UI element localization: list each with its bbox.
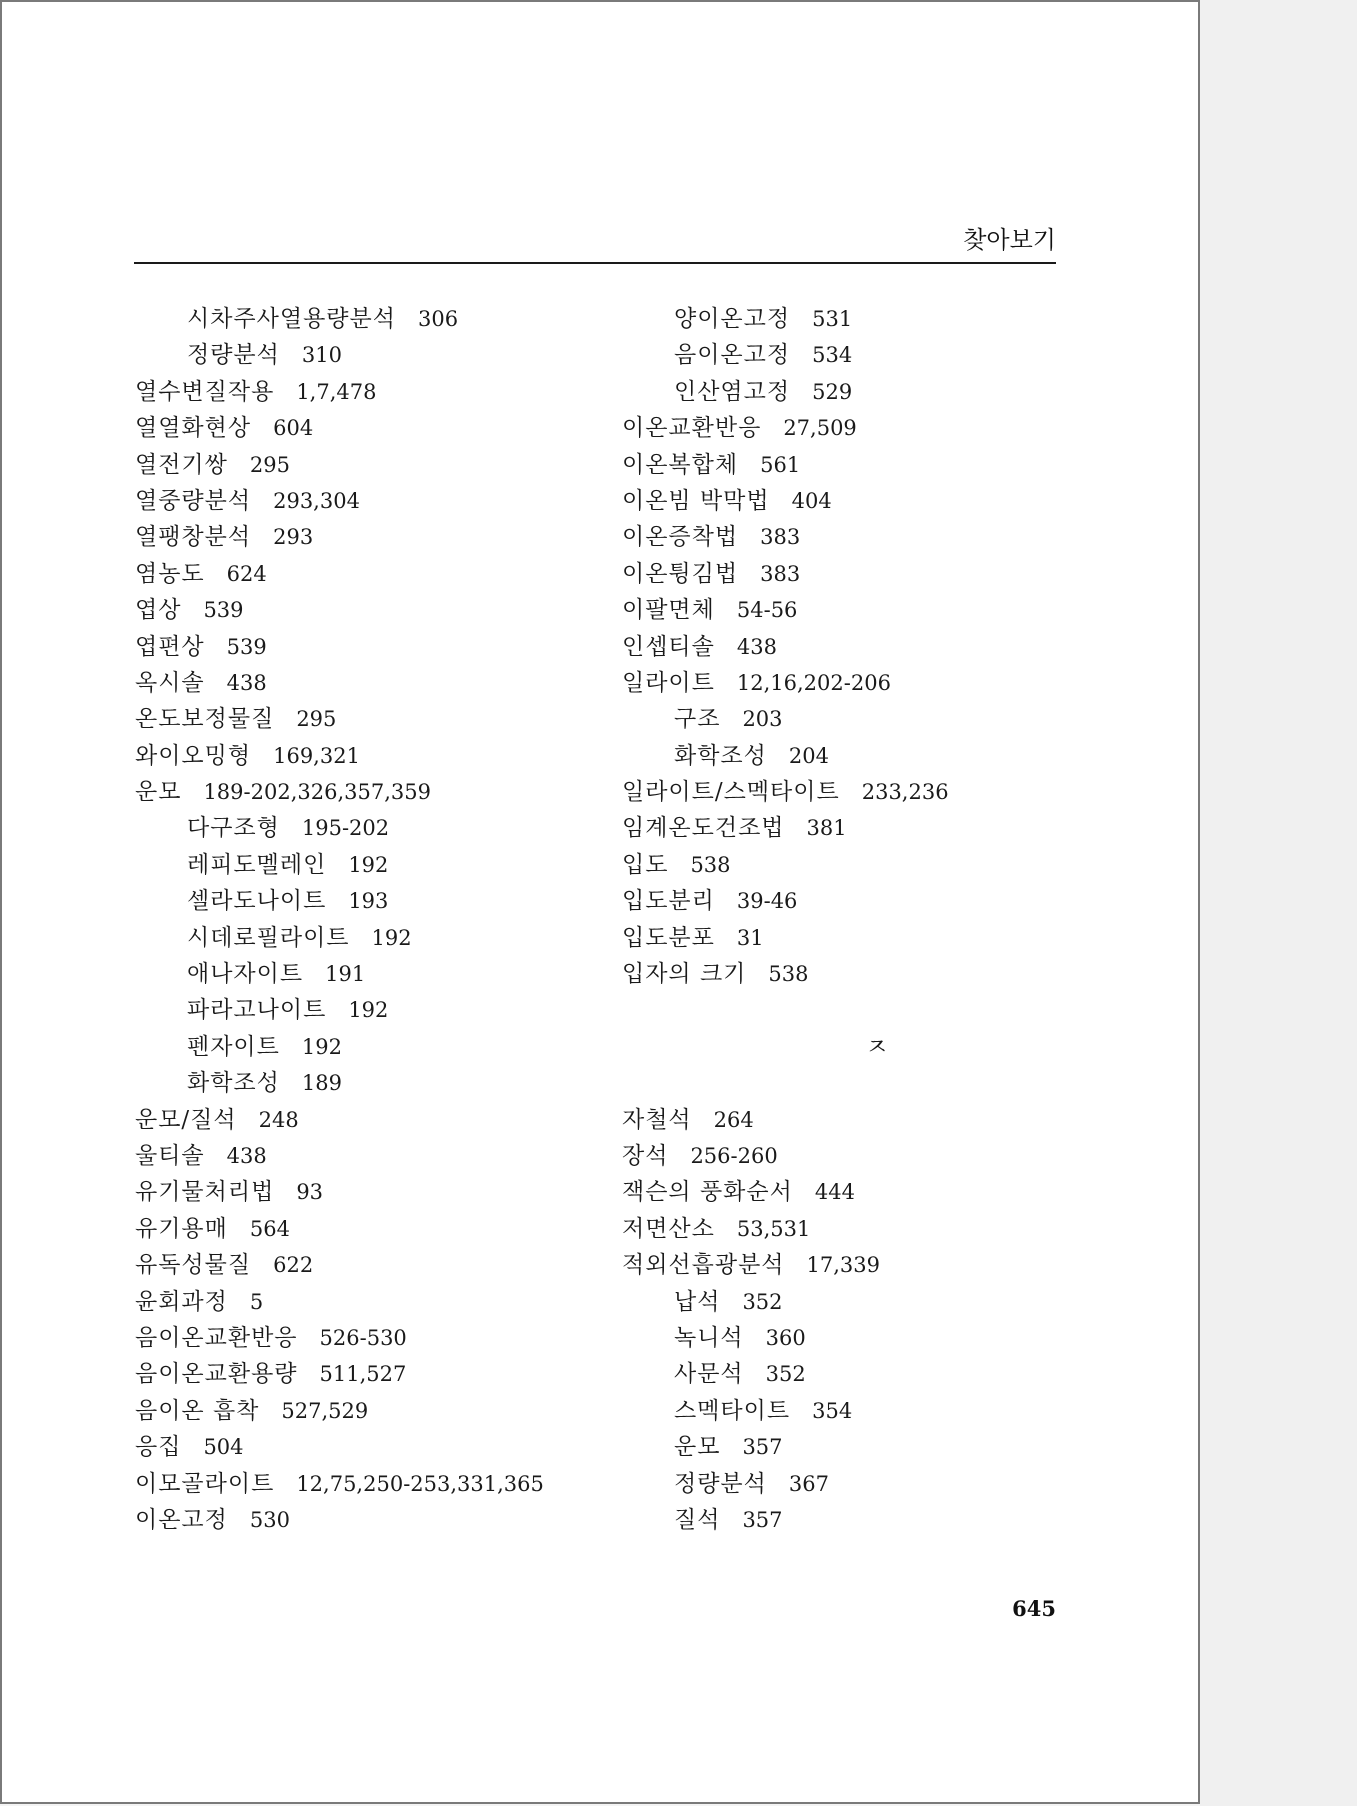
index-entry bbox=[622, 1138, 1072, 1174]
index-page-refs: 534 bbox=[812, 343, 853, 368]
index-page-refs: 438 bbox=[226, 1143, 267, 1168]
index-term: 엽편상 bbox=[135, 633, 205, 660]
index-page-refs: 5 bbox=[249, 1289, 264, 1314]
index-term: 입도 bbox=[622, 851, 669, 878]
index-entry bbox=[135, 665, 605, 701]
index-entry bbox=[622, 592, 1072, 628]
header-rule bbox=[134, 262, 1056, 264]
index-term: 임계온도건조법 bbox=[622, 815, 785, 842]
index-page-refs: 295 bbox=[296, 707, 337, 732]
index-page-refs: 564 bbox=[249, 1216, 290, 1241]
index-term: 자철석 bbox=[622, 1106, 692, 1133]
index-term: 열수변질작용 bbox=[135, 378, 275, 405]
index-term: 온도보정물질 bbox=[135, 706, 275, 733]
index-page-refs: 93 bbox=[296, 1180, 324, 1205]
index-term: 저면산소 bbox=[622, 1215, 715, 1242]
index-page-refs: 12,16,202-206 bbox=[736, 670, 891, 695]
index-page-refs: 204 bbox=[788, 743, 829, 768]
index-term: 음이온 흡착 bbox=[135, 1397, 260, 1424]
index-term: 염농도 bbox=[135, 560, 205, 587]
index-page-refs: 192 bbox=[371, 925, 412, 950]
index-entry bbox=[135, 1247, 605, 1283]
index-entry bbox=[622, 1247, 1072, 1283]
index-term: 유기물처리법 bbox=[135, 1179, 275, 1206]
index-subentry bbox=[135, 992, 605, 1028]
running-head: 찾아보기 bbox=[963, 226, 1056, 254]
index-page-refs: 189-202,326,357,359 bbox=[203, 780, 431, 805]
index-term: 이온빔 박막법 bbox=[622, 487, 770, 514]
index-column-left bbox=[135, 301, 605, 1538]
index-page-refs: 444 bbox=[814, 1180, 855, 1205]
index-term: 스멕타이트 bbox=[674, 1397, 791, 1424]
index-page-refs: 17,339 bbox=[806, 1253, 881, 1278]
index-page-refs: 352 bbox=[765, 1362, 806, 1387]
index-term: 파라고나이트 bbox=[187, 997, 327, 1024]
index-page-refs: 530 bbox=[249, 1507, 290, 1532]
index-entry bbox=[135, 1211, 605, 1247]
index-entry bbox=[135, 738, 605, 774]
index-entry bbox=[135, 1429, 605, 1465]
index-term: 운모/질석 bbox=[135, 1106, 237, 1133]
index-page-refs: 367 bbox=[788, 1471, 829, 1496]
index-page-refs: 293 bbox=[273, 525, 314, 550]
index-entry bbox=[622, 847, 1072, 883]
index-entry bbox=[135, 1284, 605, 1320]
index-entry bbox=[135, 410, 605, 446]
index-term: 옥시솔 bbox=[135, 669, 205, 696]
index-term: 정량분석 bbox=[674, 1470, 767, 1497]
index-term: 이온교환반응 bbox=[622, 415, 762, 442]
index-page-refs: 381 bbox=[806, 816, 847, 841]
index-entry bbox=[622, 483, 1072, 519]
index-page-refs: 539 bbox=[203, 598, 244, 623]
index-term: 화학조성 bbox=[674, 742, 767, 769]
index-term: 인산염고정 bbox=[674, 378, 791, 405]
index-page-refs: 438 bbox=[226, 670, 267, 695]
index-term: 양이온고정 bbox=[674, 306, 791, 332]
index-entry bbox=[135, 1138, 605, 1174]
index-page-refs: 561 bbox=[760, 452, 801, 477]
blank-line bbox=[622, 992, 1072, 1028]
index-term: 울티솔 bbox=[135, 1142, 205, 1169]
index-entry bbox=[622, 1211, 1072, 1247]
index-entry bbox=[135, 629, 605, 665]
index-entry bbox=[622, 410, 1072, 446]
index-term: 입도분포 bbox=[622, 924, 715, 951]
index-term: 인셉티솔 bbox=[622, 633, 715, 660]
index-page-refs: 538 bbox=[768, 962, 809, 987]
index-term: 납석 bbox=[674, 1288, 721, 1315]
index-page-refs: 538 bbox=[690, 852, 731, 877]
index-page-refs: 12,75,250-253,331,365 bbox=[296, 1471, 544, 1496]
index-term: 이온고정 bbox=[135, 1506, 228, 1533]
index-entry bbox=[622, 519, 1072, 555]
index-subentry bbox=[622, 1393, 1072, 1429]
index-entry bbox=[135, 374, 605, 410]
index-subentry bbox=[622, 1466, 1072, 1502]
index-term: 열전기쌍 bbox=[135, 451, 228, 478]
index-term: 엽상 bbox=[135, 597, 182, 624]
index-page-refs: 622 bbox=[273, 1253, 314, 1278]
index-term: 이온증착법 bbox=[622, 524, 739, 551]
index-entry bbox=[622, 629, 1072, 665]
index-page-refs: 438 bbox=[736, 634, 777, 659]
index-term: 음이온교환용량 bbox=[135, 1361, 298, 1388]
index-subentry bbox=[622, 1429, 1072, 1465]
index-term: 유독성물질 bbox=[135, 1252, 252, 1279]
index-page-refs: 526-530 bbox=[319, 1325, 407, 1350]
index-page-refs: 352 bbox=[742, 1289, 783, 1314]
index-entry bbox=[622, 1102, 1072, 1138]
index-term: 이온튕김법 bbox=[622, 560, 739, 587]
index-term: 운모 bbox=[135, 779, 182, 806]
index-subentry bbox=[622, 301, 1072, 337]
index-subentry bbox=[135, 920, 605, 956]
index-entry bbox=[135, 556, 605, 592]
index-entry bbox=[135, 483, 605, 519]
index-page-refs: 256-260 bbox=[690, 1143, 778, 1168]
index-term: 펜자이트 bbox=[187, 1033, 280, 1060]
index-subentry bbox=[622, 337, 1072, 373]
blank-line bbox=[622, 1065, 1072, 1101]
index-term: 일라이트 bbox=[622, 669, 715, 696]
index-term: 응집 bbox=[135, 1434, 182, 1461]
index-page-refs: 54-56 bbox=[736, 598, 798, 623]
index-entry bbox=[622, 665, 1072, 701]
index-page-refs: 31 bbox=[736, 925, 764, 950]
index-page-refs: 357 bbox=[742, 1507, 783, 1532]
index-entry bbox=[622, 1174, 1072, 1210]
index-subentry bbox=[135, 337, 605, 373]
index-subentry bbox=[135, 956, 605, 992]
index-term: 녹니석 bbox=[674, 1324, 744, 1351]
viewer-background bbox=[1200, 0, 1357, 1806]
index-entry bbox=[622, 556, 1072, 592]
index-term: 음이온교환반응 bbox=[135, 1324, 298, 1351]
index-entry bbox=[622, 810, 1072, 846]
index-term: 일라이트/스멕타이트 bbox=[622, 779, 840, 806]
index-subentry bbox=[622, 1320, 1072, 1356]
index-page-refs: 39-46 bbox=[736, 889, 798, 914]
index-entry bbox=[622, 447, 1072, 483]
index-entry bbox=[135, 774, 605, 810]
index-subentry bbox=[135, 1029, 605, 1065]
index-subentry bbox=[135, 1065, 605, 1101]
index-column-right bbox=[622, 301, 1072, 1538]
index-page-refs: 306 bbox=[417, 307, 459, 331]
index-entry bbox=[135, 1356, 605, 1392]
index-page-refs: 1,7,478 bbox=[296, 379, 377, 404]
index-term: 질석 bbox=[674, 1506, 721, 1533]
index-subentry bbox=[135, 810, 605, 846]
index-entry bbox=[135, 1102, 605, 1138]
index-subentry bbox=[622, 701, 1072, 737]
index-term: 입도분리 bbox=[622, 888, 715, 915]
index-term: 시데로필라이트 bbox=[187, 924, 350, 951]
index-section-heading: ㅈ bbox=[865, 1032, 889, 1061]
index-page-refs: 195-202 bbox=[301, 816, 390, 841]
index-term: 정량분석 bbox=[187, 342, 280, 369]
index-page-refs: 203 bbox=[742, 707, 783, 732]
index-term: 이팔면체 bbox=[622, 597, 715, 624]
index-page-refs: 248 bbox=[258, 1107, 299, 1132]
index-page-refs: 27,509 bbox=[783, 416, 857, 441]
index-page-refs: 383 bbox=[760, 561, 801, 586]
index-page-refs: 233,236 bbox=[861, 780, 949, 805]
index-term: 적외선흡광분석 bbox=[622, 1252, 785, 1279]
index-term: 윤회과정 bbox=[135, 1288, 228, 1315]
index-page-refs: 529 bbox=[812, 379, 853, 404]
index-term: 셀라도나이트 bbox=[187, 888, 327, 915]
index-entry bbox=[135, 519, 605, 555]
index-term: 레피도멜레인 bbox=[187, 851, 327, 878]
index-page-refs: 404 bbox=[791, 488, 832, 513]
index-page-refs: 264 bbox=[713, 1107, 754, 1132]
index-term: 애나자이트 bbox=[187, 961, 304, 988]
index-entry bbox=[135, 701, 605, 737]
index-entry bbox=[622, 956, 1072, 992]
index-term: 열팽창분석 bbox=[135, 524, 252, 551]
page-number: 645 bbox=[1012, 1596, 1056, 1621]
index-entry bbox=[622, 883, 1072, 919]
index-entry bbox=[622, 774, 1072, 810]
index-subentry bbox=[622, 738, 1072, 774]
index-subentry bbox=[622, 1356, 1072, 1392]
index-entry bbox=[135, 1320, 605, 1356]
index-subentry bbox=[622, 1284, 1072, 1320]
index-page-refs: 293,304 bbox=[273, 488, 360, 513]
index-page-refs: 504 bbox=[203, 1435, 244, 1460]
index-term: 운모 bbox=[674, 1434, 721, 1461]
index-term: 이모골라이트 bbox=[135, 1470, 275, 1497]
index-page-refs: 189 bbox=[301, 1071, 342, 1096]
index-page-refs: 539 bbox=[226, 634, 267, 659]
index-entry bbox=[135, 592, 605, 628]
index-term: 와이오밍형 bbox=[135, 742, 252, 769]
index-page-refs: 295 bbox=[249, 452, 290, 477]
index-page-refs: 191 bbox=[325, 962, 366, 987]
index-term: 열중량분석 bbox=[135, 487, 252, 514]
index-page-refs: 169,321 bbox=[273, 743, 360, 768]
index-subentry bbox=[135, 847, 605, 883]
index-page-refs: 383 bbox=[760, 525, 801, 550]
index-term: 잭슨의 풍화순서 bbox=[622, 1179, 793, 1206]
index-page-refs: 357 bbox=[742, 1435, 783, 1460]
index-subentry bbox=[135, 883, 605, 919]
index-page-refs: 604 bbox=[273, 416, 314, 441]
index-subentry bbox=[622, 374, 1072, 410]
index-term: 시차주사열용량분석 bbox=[187, 306, 396, 332]
index-entry bbox=[135, 447, 605, 483]
index-term: 입자의 크기 bbox=[622, 961, 747, 988]
index-entry bbox=[622, 920, 1072, 956]
index-entry bbox=[135, 1502, 605, 1538]
index-term: 다구조형 bbox=[187, 815, 280, 842]
index-page-refs: 192 bbox=[301, 1034, 342, 1059]
index-page-refs: 531 bbox=[812, 307, 853, 331]
index-page-refs: 527,529 bbox=[281, 1398, 369, 1423]
index-subentry bbox=[622, 1502, 1072, 1538]
index-page-refs: 354 bbox=[812, 1398, 853, 1423]
index-entry bbox=[135, 1174, 605, 1210]
index-entry bbox=[135, 1466, 605, 1502]
index-term: 구조 bbox=[674, 706, 721, 733]
index-term: 열열화현상 bbox=[135, 415, 252, 442]
index-entry bbox=[135, 1393, 605, 1429]
index-page-refs: 310 bbox=[301, 343, 342, 368]
index-page-refs: 192 bbox=[348, 852, 389, 877]
index-term: 화학조성 bbox=[187, 1070, 280, 1097]
index-term: 사문석 bbox=[674, 1361, 744, 1388]
index-page-refs: 192 bbox=[348, 998, 389, 1023]
index-page-refs: 360 bbox=[765, 1325, 806, 1350]
index-term: 음이온고정 bbox=[674, 342, 791, 369]
index-page-refs: 511,527 bbox=[319, 1362, 407, 1387]
index-subentry bbox=[135, 301, 605, 337]
index-page-refs: 624 bbox=[226, 561, 267, 586]
index-page-refs: 53,531 bbox=[736, 1216, 811, 1241]
index-term: 유기용매 bbox=[135, 1215, 228, 1242]
index-term: 이온복합체 bbox=[622, 451, 739, 478]
index-term: 장석 bbox=[622, 1142, 669, 1169]
index-page-refs: 193 bbox=[348, 889, 389, 914]
